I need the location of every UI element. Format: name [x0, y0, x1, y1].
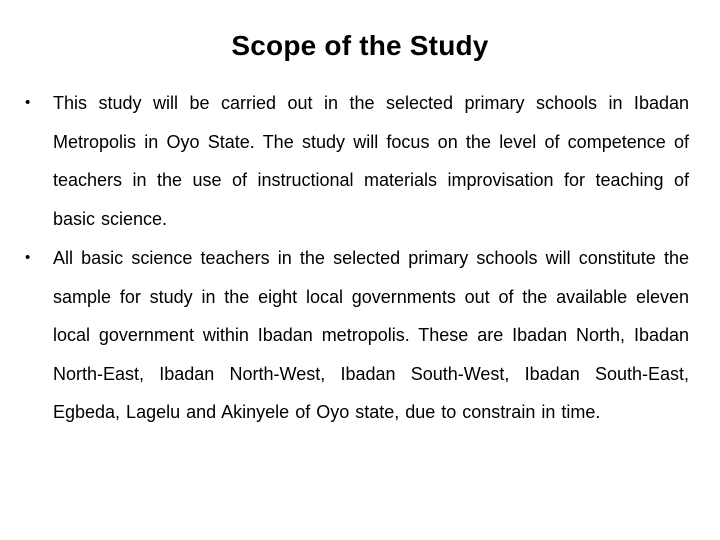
bullet-item [0, 84, 720, 238]
slide-title: Scope of the Study [231, 30, 489, 61]
bullet-text: All basic science teachers in the selected primary schools will constitute the sample for study in the eight local governments out of the available eleven local government within Ibadan metropolis. These are Ibadan North, Ibadan North-East, Ibadan North-West, Ibadan South-West, Ibadan South-East, Egbeda, Lagelu and Akinyele of Oyo state, due to constrain in time. [53, 248, 689, 422]
bullet-list [0, 84, 720, 433]
bullet-item [0, 239, 720, 432]
bullet-text: This study will be carried out in the selected primary schools in Ibadan Metropolis in Oyo State. The study will focus on the level of competence of teachers in the use of instructional materials improvisation for teaching of basic science. [53, 93, 689, 229]
bullet-dot-icon: • [25, 249, 31, 266]
bullet-dot-icon: • [25, 94, 31, 111]
